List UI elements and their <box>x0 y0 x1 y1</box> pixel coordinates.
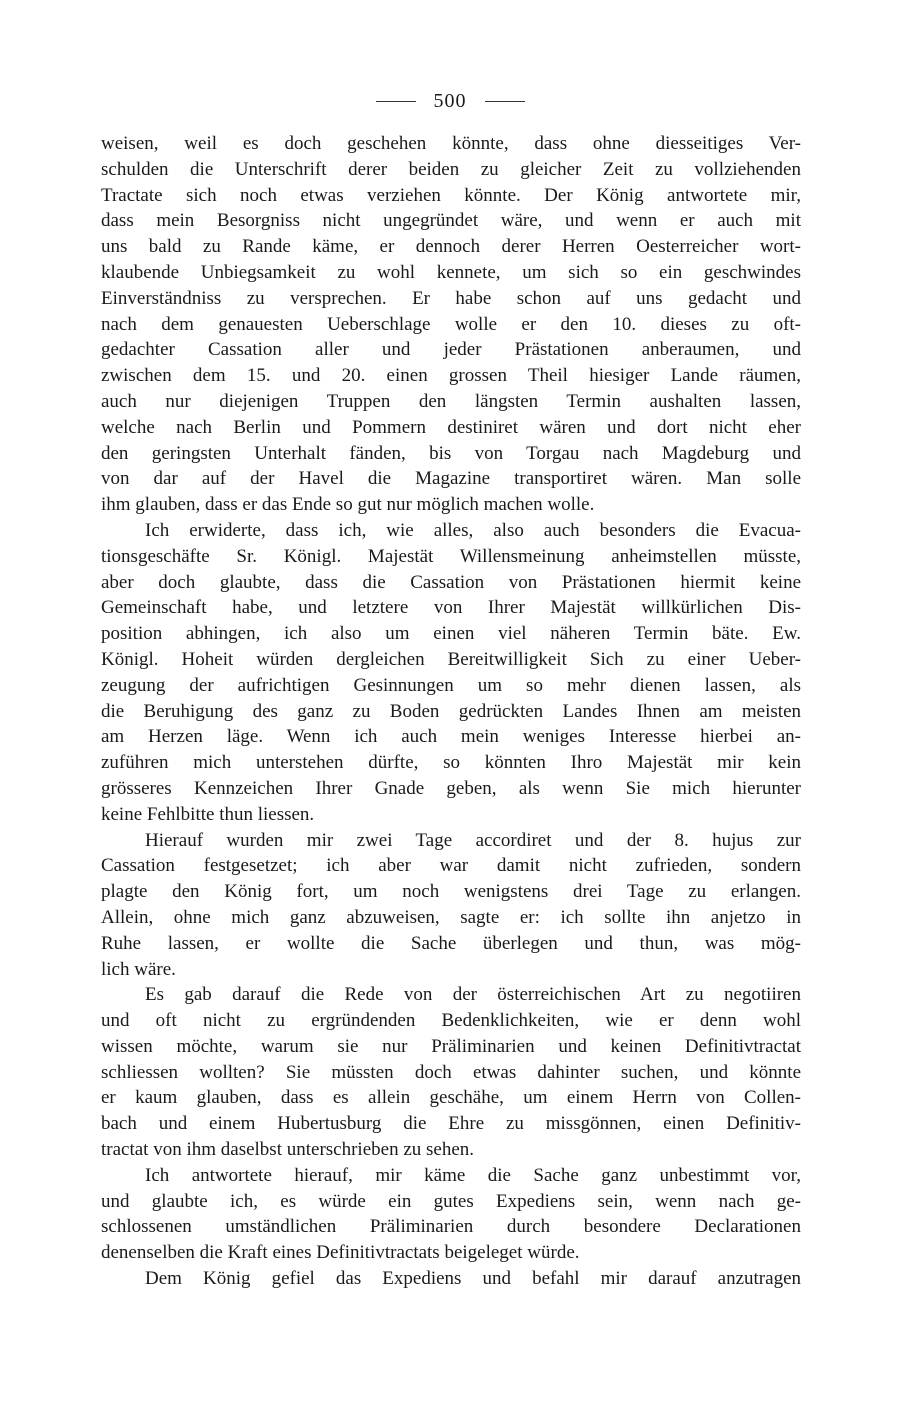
text-line: zuführen mich unterstehen dürfte, so könnten Ihro Majestät mir kein <box>101 752 801 774</box>
header-rule-right <box>485 101 525 102</box>
text-line: schulden die Unterschrift derer beiden zu gleicher Zeit zu vollziehenden <box>101 158 801 180</box>
header-rule-left <box>376 101 416 102</box>
text-line: gedachter Cassation aller und jeder Prästationen anberaumen, und <box>101 339 801 361</box>
text-line: zwischen dem 15. und 20. einen grossen Theil hiesiger Lande räumen, <box>101 365 801 387</box>
paragraph <box>101 518 801 828</box>
text-line: Gemeinschaft habe, und letztere von Ihrer Majestät willkürlichen Dis- <box>101 597 801 619</box>
text-line: nach dem genauesten Ueberschlage wolle er den 10. dieses zu oft- <box>101 313 801 335</box>
text-line: schlossenen umständlichen Präliminarien durch besondere Declarationen <box>101 1216 801 1238</box>
text-line: dass mein Besorgniss nicht ungegründet wäre, und wenn er auch mit <box>101 210 801 232</box>
text-line: Einverständniss zu versprechen. Er habe schon auf uns gedacht und <box>101 287 801 309</box>
text-line: Hierauf wurden mir zwei Tage accordiret und der 8. hujus zur <box>145 829 801 851</box>
text-line: klaubende Unbiegsamkeit zu wohl kennete, um sich so ein geschwindes <box>101 261 801 283</box>
text-line: und oft nicht zu ergründenden Bedenklichkeiten, wie er denn wohl <box>101 1010 801 1032</box>
text-line: Ruhe lassen, er wollte die Sache überlegen und thun, was mög- <box>101 932 801 954</box>
paragraph <box>101 131 801 518</box>
body-text <box>101 131 801 1292</box>
text-line: denenselben die Kraft eines Definitivtractats beigeleget würde. <box>101 1242 580 1264</box>
text-line: er kaum glauben, dass es allein geschähe, um einem Herrn von Collen- <box>101 1087 801 1109</box>
page-number: 500 <box>433 89 467 112</box>
text-line: von dar auf der Havel die Magazine transportiret wären. Man solle <box>101 468 801 490</box>
text-line: Allein, ohne mich ganz abzuweisen, sagte er: ich sollte ihn anjetzo in <box>101 906 801 928</box>
paragraph <box>101 828 801 983</box>
text-line: Tractate sich noch etwas verziehen könnte. Der König antwortete mir, <box>101 184 801 206</box>
text-line: die Beruhigung des ganz zu Boden gedrückten Landes Ihnen am meisten <box>101 700 801 722</box>
text-line: schliessen wollten? Sie müssten doch etwas dahinter suchen, und könnte <box>101 1061 801 1083</box>
text-line: plagte den König fort, um noch wenigstens drei Tage zu erlangen. <box>101 881 801 903</box>
text-line: auch nur diejenigen Truppen den längsten Termin aushalten lassen, <box>101 390 801 412</box>
text-line: den geringsten Unterhalt fänden, bis von Torgau nach Magdeburg und <box>101 442 801 464</box>
text-line: am Herzen läge. Wenn ich auch mein weniges Interesse hierbei an- <box>101 726 801 748</box>
text-line: wissen möchte, warum sie nur Präliminarien und keinen Definitivtractat <box>101 1035 801 1057</box>
page-header <box>0 86 900 116</box>
text-line: position abhingen, ich also um einen viel näheren Termin bäte. Ew. <box>101 623 801 645</box>
text-line: keine Fehlbitte thun liessen. <box>101 803 315 825</box>
text-line: Cassation festgesetzet; ich aber war damit nicht zufrieden, sondern <box>101 855 801 877</box>
text-line: tractat von ihm daselbst unterschrieben zu sehen. <box>101 1139 475 1161</box>
text-line: Königl. Hoheit würden dergleichen Bereitwilligkeit Sich zu einer Ueber- <box>101 648 801 670</box>
text-line: zeugung der aufrichtigen Gesinnungen um so mehr dienen lassen, als <box>101 674 801 696</box>
text-line: welche nach Berlin und Pommern destiniret wären und dort nicht eher <box>101 416 801 438</box>
text-line: lich wäre. <box>101 958 176 980</box>
text-line: grösseres Kennzeichen Ihrer Gnade geben, als wenn Sie mich hierunter <box>101 777 801 799</box>
text-line: weisen, weil es doch geschehen könnte, dass ohne diesseitiges Ver- <box>101 133 801 154</box>
text-line: Ich erwiderte, dass ich, wie alles, also auch besonders die Evacua- <box>145 519 801 541</box>
paragraph <box>101 1266 801 1292</box>
paragraph <box>101 982 801 1163</box>
paragraph <box>101 1163 801 1266</box>
text-line: ihm glauben, dass er das Ende so gut nur möglich machen wolle. <box>101 494 595 516</box>
text-line: Ich antwortete hierauf, mir käme die Sache ganz unbestimmt vor, <box>145 1164 801 1186</box>
text-line: tionsgeschäfte Sr. Königl. Majestät Willensmeinung anheimstellen müsste, <box>101 545 801 567</box>
text-line: bach und einem Hubertusburg die Ehre zu missgönnen, einen Definitiv- <box>101 1113 801 1135</box>
text-line: Dem König gefiel das Expediens und befahl mir darauf anzutragen <box>145 1268 801 1290</box>
text-line: und glaubte ich, es würde ein gutes Expediens sein, wenn nach ge- <box>101 1190 801 1212</box>
text-line: aber doch glaubte, dass die Cassation von Prästationen hiermit keine <box>101 571 801 593</box>
text-line: Es gab darauf die Rede von der österreichischen Art zu negotiiren <box>145 984 801 1006</box>
text-line: uns bald zu Rande käme, er dennoch derer Herren Oesterreicher wort- <box>101 236 801 258</box>
